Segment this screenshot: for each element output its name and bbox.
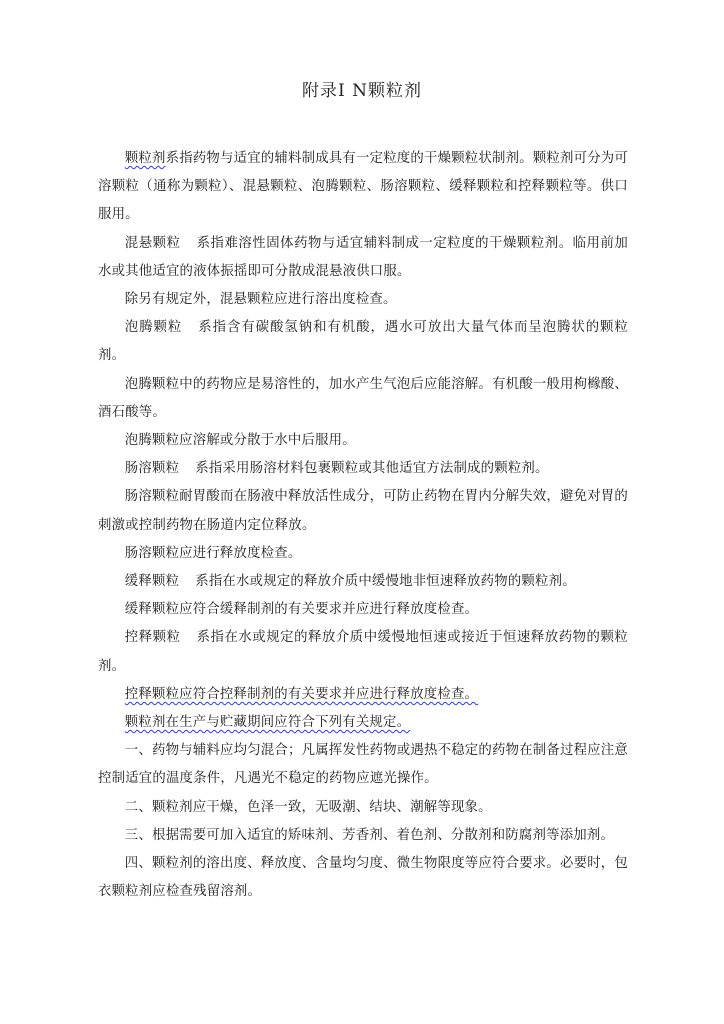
- paragraph-text: 系指在水或规定的释放介质中缓慢地恒速或接近于恒速释放药物的颗粒剂。: [98, 630, 628, 674]
- paragraph-rule-3: [98, 822, 628, 850]
- paragraph-enteric-check: [98, 540, 628, 568]
- paragraph-text: 泡腾颗粒应溶解或分散于水中后服用。: [124, 433, 356, 449]
- paragraph-text: 四、颗粒剂的溶出度、释放度、含量均匀度、微生物限度等应符合要求。必要时，包衣颗粒剂应检查残留溶剂。: [98, 856, 628, 900]
- paragraph-enteric-release: [98, 483, 628, 539]
- paragraph-text: 系指难溶性固体药物与适宜辅料制成一定粒度的干燥颗粒剂。临用前加水或其他适宜的液体振摇即可分散成混悬液供口服。: [98, 235, 628, 279]
- paragraph-production-rules: [98, 709, 628, 737]
- paragraph-text: 控释颗粒应符合控释制剂的有关要求并应进行释放度检查。: [124, 686, 479, 702]
- paragraph-suspension-granules: [98, 230, 628, 286]
- paragraph-text: 系指采用肠溶材料包裹颗粒或其他适宜方法制成的颗粒剂。: [195, 461, 549, 477]
- paragraph-text: 系指药物与适宜的辅料制成具有一定粒度的干燥颗粒状制剂。颗粒剂可分为可溶颗粒（通称为颗粒）、混悬颗粒、泡腾颗粒、肠溶颗粒、缓释颗粒和控释颗粒等。供口服用。: [98, 151, 628, 223]
- paragraph-text: 二、颗粒剂应干燥，色泽一致，无吸潮、结块、潮解等现象。: [124, 799, 492, 815]
- paragraph-text: 肠溶颗粒耐胃酸而在肠液中释放活性成分，可防止药物在胃内分解失效，避免对胃的刺激或控制药物在肠道内定位释放。: [98, 489, 628, 533]
- paragraph-controlled-check: [98, 681, 628, 709]
- paragraph-effervescent-solubility: [98, 371, 628, 427]
- term-label: 缓释颗粒: [124, 574, 180, 590]
- paragraph-effervescent-granules: [98, 314, 628, 370]
- paragraph-dissolution-check: [98, 286, 628, 314]
- paragraph-text: 一、药物与辅料应均匀混合；凡属挥发性药物或遇热不稳定的药物在制备过程应注意控制适宜的温度条件，凡遇光不稳定的药物应遮光操作。: [98, 743, 628, 787]
- paragraph-text: 缓释颗粒应符合缓释制剂的有关要求并应进行释放度检查。: [124, 602, 479, 618]
- paragraph-sustained-check: [98, 596, 628, 624]
- term-label: 混悬颗粒: [124, 235, 181, 251]
- paragraph-definition: [98, 145, 628, 230]
- paragraph-effervescent-usage: [98, 427, 628, 455]
- paragraph-text: 系指含有碳酸氢钠和有机酸，遇水可放出大量气体而呈泡腾状的颗粒剂。: [98, 320, 628, 364]
- document-body: [98, 145, 628, 906]
- paragraph-rule-4: [98, 850, 628, 906]
- term-label: 控释颗粒: [124, 630, 181, 646]
- keyword-granules: 颗粒剂: [124, 151, 166, 166]
- paragraph-text: 系指在水或规定的释放介质中缓慢地非恒速释放药物的颗粒剂。: [195, 574, 576, 590]
- paragraph-text: 颗粒剂在生产与贮藏期间应符合下列有关规定。: [124, 715, 411, 731]
- page-title: 附录Ⅰ N颗粒剂: [302, 81, 422, 101]
- paragraph-sustained-granules: [98, 568, 628, 596]
- paragraph-controlled-granules: [98, 624, 628, 680]
- paragraph-text: 泡腾颗粒中的药物应是易溶性的，加水产生气泡后应能溶解。有机酸一般用枸橼酸、酒石酸等。: [98, 376, 628, 420]
- paragraph-rule-2: [98, 794, 628, 822]
- paragraph-text: 三、根据需要可加入适宜的矫味剂、芳香剂、着色剂、分散剂和防腐剂等添加剂。: [124, 827, 615, 843]
- paragraph-rule-1: [98, 737, 628, 793]
- term-label: 泡腾颗粒: [124, 320, 183, 336]
- paragraph-text: 除另有规定外，混悬颗粒应进行溶出度检查。: [124, 292, 397, 308]
- paragraph-text: 肠溶颗粒应进行释放度检查。: [124, 545, 302, 561]
- paragraph-enteric-granules: [98, 455, 628, 483]
- term-label: 肠溶颗粒: [124, 461, 180, 477]
